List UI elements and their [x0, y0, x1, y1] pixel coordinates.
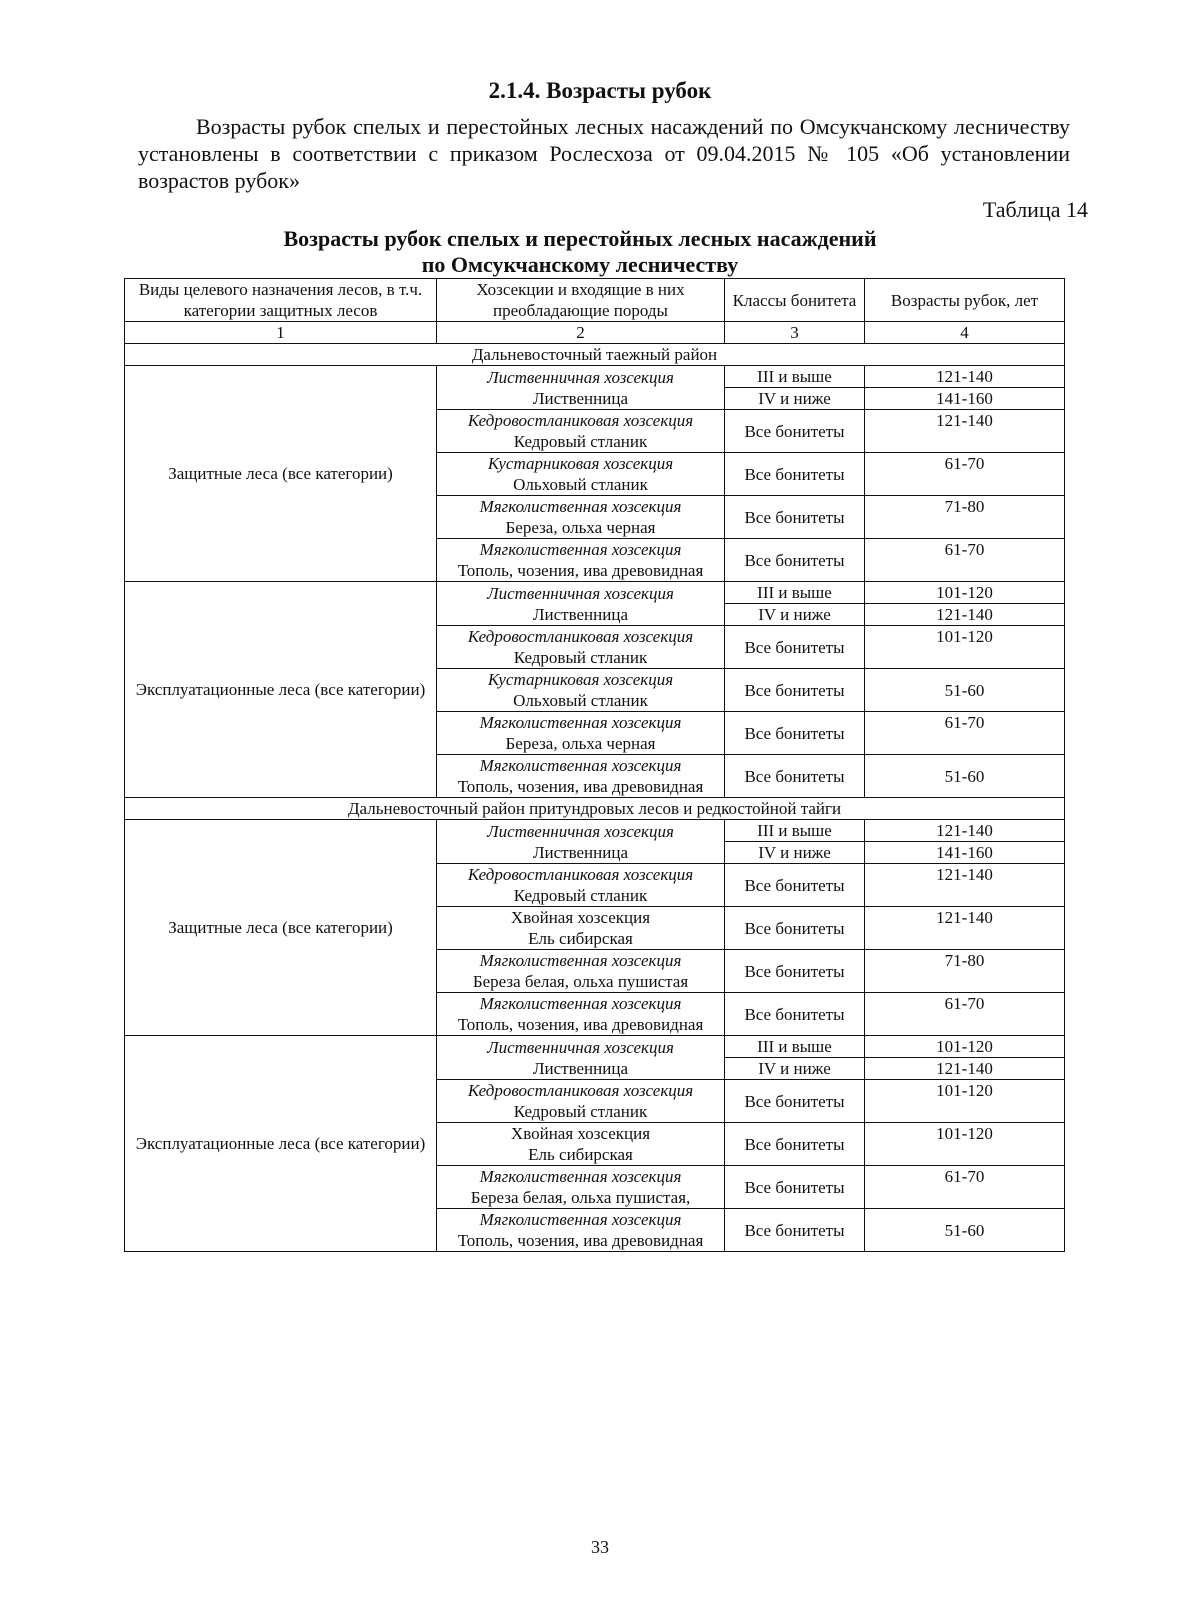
- intro-paragraph: Возрасты рубок спелых и перестойных лесных насаждений по Омсукчанскому лесничеству установлены в соответствии с приказом Рослесхоза от 09.04.2015 № 105 «Об установлении возрастов рубок»: [138, 114, 1070, 193]
- species-name: Кедровый стланик: [513, 432, 648, 451]
- age-cell: 121-140: [865, 604, 1065, 626]
- column-number: 2: [437, 322, 725, 344]
- section-name: Лиственничная хозсекция: [487, 821, 674, 841]
- region-name: Дальневосточный таежный район: [125, 344, 1065, 366]
- age-cell: 141-160: [865, 842, 1065, 864]
- section-cell: [437, 1209, 725, 1252]
- bonitet-cell: III и выше: [725, 366, 865, 388]
- species-name: Тополь, чозения, ива древовидная: [457, 777, 704, 796]
- section-name: Мягколиственная хозсекция: [479, 497, 682, 516]
- section-cell: [437, 993, 725, 1036]
- section-cell: [437, 1080, 725, 1123]
- header-purpose: Виды целевого назначения лесов, в т.ч. категории защитных лесов: [125, 279, 437, 322]
- species-name: Лиственница: [532, 842, 628, 862]
- species-name: Ольховый стланик: [513, 691, 648, 710]
- age-cell: 121-140: [865, 907, 1065, 950]
- species-name: Береза белая, ольха пушистая,: [470, 1188, 691, 1207]
- age-cell: 101-120: [865, 582, 1065, 604]
- table-title: [0, 226, 1160, 278]
- bonitet-cell: IV и ниже: [725, 388, 865, 410]
- table-header-row: [125, 279, 1065, 322]
- species-name: Береза, ольха черная: [505, 518, 656, 537]
- section-cell: [437, 820, 725, 864]
- bonitet-cell: Все бонитеты: [725, 950, 865, 993]
- bonitet-cell: Все бонитеты: [725, 539, 865, 582]
- section-name: Кедровостланиковая хозсекция: [467, 1081, 694, 1100]
- bonitet-cell: III и выше: [725, 820, 865, 842]
- header-age: Возрасты рубок, лет: [865, 279, 1065, 322]
- section-cell: [437, 539, 725, 582]
- column-number: 4: [865, 322, 1065, 344]
- bonitet-cell: III и выше: [725, 582, 865, 604]
- age-cell: 61-70: [865, 453, 1065, 496]
- purpose-cell: Эксплуатационные леса (все категории): [125, 582, 437, 798]
- species-name: Кедровый стланик: [513, 1102, 648, 1121]
- bonitet-cell: IV и ниже: [725, 604, 865, 626]
- bonitet-cell: IV и ниже: [725, 842, 865, 864]
- table-body: [125, 344, 1065, 1252]
- bonitet-cell: Все бонитеты: [725, 712, 865, 755]
- age-cell: 101-120: [865, 1036, 1065, 1058]
- header-bonitet: Классы бонитета: [725, 279, 865, 322]
- bonitet-cell: III и выше: [725, 1036, 865, 1058]
- species-name: Тополь, чозения, ива древовидная: [457, 1231, 704, 1250]
- section-cell: [437, 496, 725, 539]
- section-name: Лиственничная хозсекция: [487, 1037, 674, 1057]
- section-name: Мягколиственная хозсекция: [479, 994, 682, 1013]
- age-cell: 101-120: [865, 626, 1065, 669]
- region-row: [125, 344, 1065, 366]
- species-name: Береза белая, ольха пушистая: [472, 972, 689, 991]
- age-cell: 121-140: [865, 410, 1065, 453]
- bonitet-cell: IV и ниже: [725, 1058, 865, 1080]
- bonitet-cell: Все бонитеты: [725, 496, 865, 539]
- section-name: Хвойная хозсекция: [510, 908, 651, 927]
- section-cell: [437, 1166, 725, 1209]
- table-title-line1: Возрасты рубок спелых и перестойных лесных насаждений: [283, 226, 877, 251]
- age-cell: 71-80: [865, 950, 1065, 993]
- section-name: Лиственничная хозсекция: [487, 583, 674, 603]
- section-cell: [437, 864, 725, 907]
- species-name: Тополь, чозения, ива древовидная: [457, 1015, 704, 1034]
- age-cell: 61-70: [865, 712, 1065, 755]
- species-name: Кедровый стланик: [513, 886, 648, 905]
- section-name: Мягколиственная хозсекция: [479, 1210, 682, 1229]
- section-cell: [437, 582, 725, 626]
- section-cell: [437, 669, 725, 712]
- age-cell: 101-120: [865, 1080, 1065, 1123]
- section-cell: [437, 410, 725, 453]
- section-name: Лиственничная хозсекция: [487, 367, 674, 387]
- species-name: Лиственница: [532, 1058, 628, 1078]
- age-cell: 121-140: [865, 1058, 1065, 1080]
- age-cell: 51-60: [865, 1209, 1065, 1252]
- section-name: Кустарниковая хозсекция: [487, 454, 674, 473]
- age-cell: 141-160: [865, 388, 1065, 410]
- bonitet-cell: Все бонитеты: [725, 453, 865, 496]
- age-cell: 121-140: [865, 864, 1065, 907]
- purpose-cell: Защитные леса (все категории): [125, 820, 437, 1036]
- age-cell: 61-70: [865, 993, 1065, 1036]
- bonitet-cell: Все бонитеты: [725, 993, 865, 1036]
- bonitet-cell: Все бонитеты: [725, 626, 865, 669]
- age-cell: 51-60: [865, 669, 1065, 712]
- purpose-cell: Эксплуатационные леса (все категории): [125, 1036, 437, 1252]
- bonitet-cell: Все бонитеты: [725, 864, 865, 907]
- section-name: Мягколиственная хозсекция: [479, 951, 682, 970]
- species-name: Лиственница: [532, 388, 628, 408]
- section-name: Мягколиственная хозсекция: [479, 540, 682, 559]
- bonitet-cell: Все бонитеты: [725, 1166, 865, 1209]
- section-name: Мягколиственная хозсекция: [479, 1167, 682, 1186]
- section-cell: [437, 907, 725, 950]
- table-row: [125, 1036, 1065, 1058]
- age-cell: 51-60: [865, 755, 1065, 798]
- bonitet-cell: Все бонитеты: [725, 1080, 865, 1123]
- bonitet-cell: Все бонитеты: [725, 755, 865, 798]
- purpose-cell: Защитные леса (все категории): [125, 366, 437, 582]
- age-cell: 61-70: [865, 539, 1065, 582]
- bonitet-cell: Все бонитеты: [725, 410, 865, 453]
- region-name: Дальневосточный район притундровых лесов и редкостойной тайги: [125, 798, 1065, 820]
- section-name: Кедровостланиковая хозсекция: [467, 627, 694, 646]
- table-row: [125, 366, 1065, 388]
- species-name: Ель сибирская: [528, 929, 633, 948]
- bonitet-cell: Все бонитеты: [725, 1123, 865, 1166]
- age-cell: 121-140: [865, 820, 1065, 842]
- section-title: 2.1.4. Возрасты рубок: [488, 78, 712, 103]
- cutting-age-table: [124, 278, 1065, 1252]
- section-name: Кедровостланиковая хозсекция: [467, 411, 694, 430]
- bonitet-cell: Все бонитеты: [725, 669, 865, 712]
- section-cell: [437, 366, 725, 410]
- age-cell: 101-120: [865, 1123, 1065, 1166]
- section-cell: [437, 755, 725, 798]
- section-cell: [437, 950, 725, 993]
- section-cell: [437, 453, 725, 496]
- section-name: Мягколиственная хозсекция: [479, 756, 682, 775]
- section-cell: [437, 1036, 725, 1080]
- section-name: Хвойная хозсекция: [510, 1124, 651, 1143]
- species-name: Ольховый стланик: [513, 475, 648, 494]
- region-row: [125, 798, 1065, 820]
- section-cell: [437, 626, 725, 669]
- age-cell: 121-140: [865, 366, 1065, 388]
- table-title-line2: по Омсукчанскому лесничеству: [421, 252, 739, 277]
- bonitet-cell: Все бонитеты: [725, 1209, 865, 1252]
- species-name: Лиственница: [532, 604, 628, 624]
- table-row: [125, 582, 1065, 604]
- section-cell: [437, 712, 725, 755]
- bonitet-cell: Все бонитеты: [725, 907, 865, 950]
- age-cell: 71-80: [865, 496, 1065, 539]
- species-name: Ель сибирская: [528, 1145, 633, 1164]
- species-name: Кедровый стланик: [513, 648, 648, 667]
- table-row: [125, 820, 1065, 842]
- column-number-row: [125, 322, 1065, 344]
- section-name: Кустарниковая хозсекция: [487, 670, 674, 689]
- section-cell: [437, 1123, 725, 1166]
- age-cell: 61-70: [865, 1166, 1065, 1209]
- column-number: 1: [125, 322, 437, 344]
- species-name: Береза, ольха черная: [505, 734, 656, 753]
- section-name: Мягколиственная хозсекция: [479, 713, 682, 732]
- section-name: Кедровостланиковая хозсекция: [467, 865, 694, 884]
- column-number: 3: [725, 322, 865, 344]
- header-section: Хозсекции и входящие в них преобладающие породы: [437, 279, 725, 322]
- page-number: 33: [591, 1537, 609, 1557]
- species-name: Тополь, чозения, ива древовидная: [457, 561, 704, 580]
- table-number: Таблица 14: [982, 197, 1088, 222]
